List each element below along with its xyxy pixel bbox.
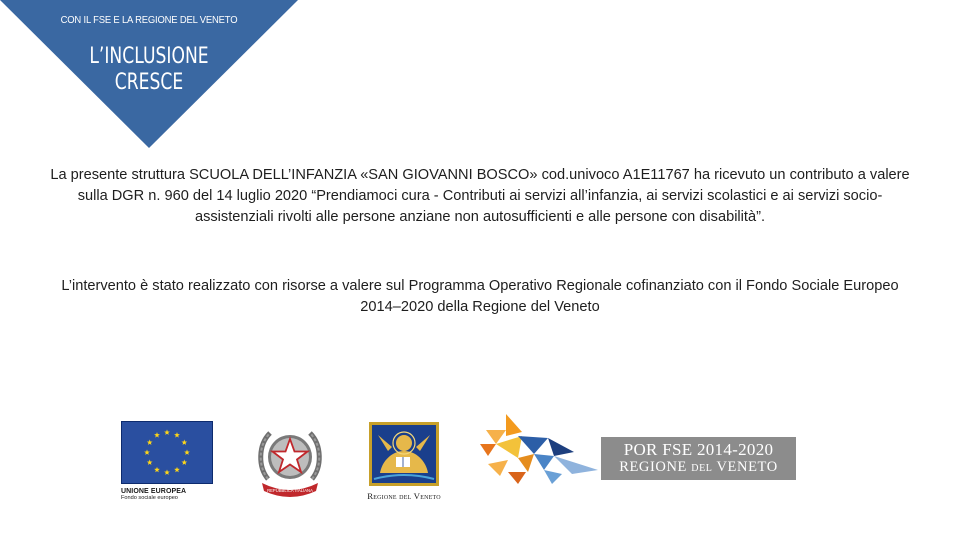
eu-star bbox=[164, 430, 170, 435]
funding-notice-paragraph: La presente struttura SCUOLA DELL’INFANZIA «SAN GIOVANNI BOSCO» cod.univoco A1E11767 ha ricevuto un contributo a valere sulla DGR n. 960 del 14 luglio 2020 “Prendiamoci cura - Contributi ai servizi all’infanzia, ai servizi scolastici e ai servizi socio-assistenziali rivolti alle persone anziane non autosufficienti e alle persone con disabilità”. bbox=[50, 167, 910, 225]
inclusion-banner bbox=[0, 0, 298, 148]
italian-republic-emblem-icon bbox=[254, 421, 326, 501]
eu-star bbox=[147, 440, 153, 445]
eu-flag-icon bbox=[121, 421, 213, 484]
eu-star bbox=[164, 470, 170, 475]
republic-ribbon-text: REPUBBLICA ITALIANA bbox=[267, 488, 313, 493]
banner-title bbox=[33, 44, 265, 96]
eu-stars-circle bbox=[122, 422, 212, 483]
por-region-part-2: DEL bbox=[691, 463, 713, 474]
banner-title-line-2: CRESCE bbox=[114, 70, 184, 95]
por-fse-region bbox=[601, 459, 796, 476]
eu-star bbox=[184, 450, 190, 455]
por-fse-logo bbox=[478, 414, 798, 486]
banner-title-line-1: L’INCLUSIONE bbox=[89, 44, 209, 69]
eu-star bbox=[174, 467, 180, 472]
regione-veneto-name: Regione del Veneto bbox=[367, 491, 441, 501]
eu-star bbox=[181, 440, 187, 445]
eu-logo bbox=[121, 421, 215, 501]
por-fse-title: POR FSE 2014-2020 bbox=[623, 440, 774, 459]
eu-star bbox=[174, 432, 180, 437]
por-fse-geometric-lion-icon bbox=[478, 414, 602, 486]
regione-veneto-logo bbox=[352, 421, 456, 505]
por-fse-title-box bbox=[601, 437, 796, 480]
program-notice-paragraph: L’intervento è stato realizzato con risorse a valere sul Programma Operativo Regionale cofinanziato con il Fondo Sociale Europeo 2014–2020 della Regione del Veneto bbox=[61, 278, 899, 315]
eu-star bbox=[147, 460, 153, 465]
eu-fund-name: Fondo sociale europeo bbox=[121, 495, 178, 501]
eu-star bbox=[154, 432, 160, 437]
eu-star bbox=[144, 450, 150, 455]
eu-name: UNIONE EUROPEA bbox=[121, 488, 187, 495]
por-region-part-1: REGIONE bbox=[619, 459, 692, 475]
lion-of-saint-mark-icon bbox=[352, 421, 456, 489]
banner-kicker: CON IL FSE E LA REGIONE DEL VENETO bbox=[60, 14, 238, 26]
eu-star bbox=[154, 467, 160, 472]
eu-star bbox=[181, 460, 187, 465]
por-region-part-3: VENETO bbox=[712, 459, 778, 475]
